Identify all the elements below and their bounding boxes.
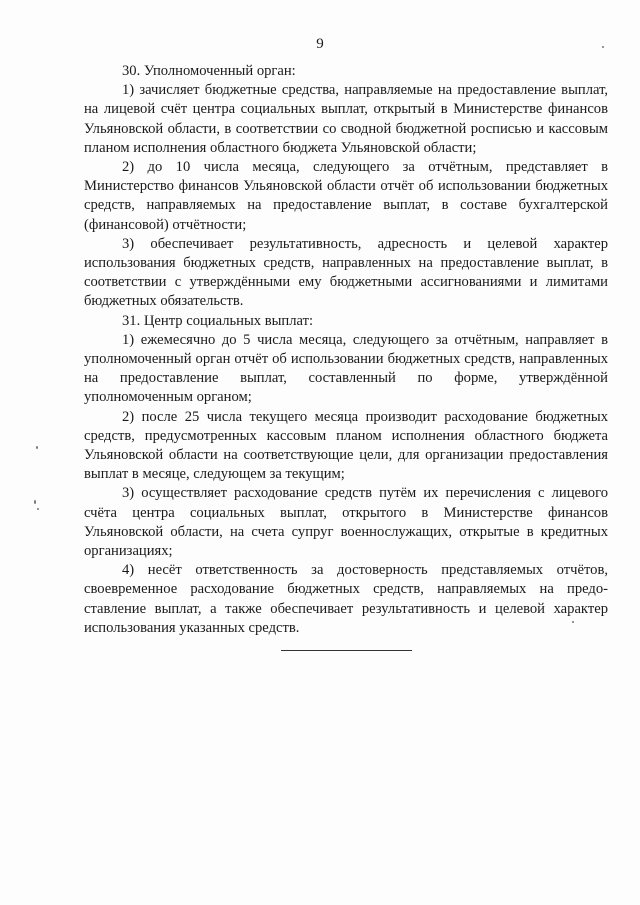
section-30-heading: 30. Уполномоченный орган: bbox=[122, 63, 296, 79]
section-30-item-1: 1) зачисляет бюджетные средства, направляемые на предоставление выплат, на лицевой счёт центра социальных выплат, открытый в Министерстве финансов Ульяновской области, в соответствии со сводной бюджетной росписью и кассовым планом исполнения областного бюджета Ульяновской области; bbox=[84, 82, 608, 156]
section-31-item-4: 4) несёт ответственность за достоверность представляемых отчётов, своевременное расходование бюджетных средств, направляемых на предоставление выплат, а также обеспечивает результативность и целевой характер использования указанных средств. bbox=[84, 562, 608, 636]
section-31-item-1: 1) ежемесячно до 5 числа месяца, следующего за отчётным, направляет в уполномоченный орган отчёт об использовании бюджетных средств, направленных на предоставление выплат, составленный по форме, утверждённой уполномоченным органом; bbox=[84, 331, 608, 406]
section-30-item-2: 2) до 10 числа месяца, следующего за отчётным, представляет в Министерство финансов Ульяновской области отчёт об использовании бюджетных средств, направляемых на предоставление выплат, в составе бухгалтерской (финансовой) отчётности; bbox=[84, 159, 608, 233]
section-31-heading: 31. Центр социальных выплат: bbox=[122, 312, 314, 329]
scan-speck bbox=[37, 508, 39, 510]
scan-speck bbox=[34, 500, 36, 504]
section-30-item-3: 3) обеспечивает результативность, адресность и целевой характер использования бюджетных средств, направленных на предоставление выплат, в соответствии с утверждёнными ему бюджетными ассигнованиями и лимитами бюджетных обязательств. bbox=[84, 235, 608, 310]
scan-speck bbox=[36, 446, 38, 449]
scan-speck bbox=[572, 621, 574, 623]
section-31-item-2: 2) после 25 числа текущего месяца производит расходование бюджетных средств, предусмотренных кассовым планом исполнения областного бюджета Ульяновской области на соответствующие цели, для организации предоставления выплат в месяце, следующем за текущим; bbox=[84, 408, 608, 483]
document-body bbox=[84, 62, 608, 638]
page-number: 9 bbox=[316, 36, 324, 52]
scan-speck bbox=[602, 46, 604, 48]
end-divider-line bbox=[281, 650, 412, 651]
section-31-item-3: 3) осуществляет расходование средств путём их перечисления с лицевого счёта центра социальных выплат, открытого в Министерстве финансов Ульяновской области, на счета супруг военнослужащих, открытые в кредитных организациях; bbox=[84, 485, 608, 560]
